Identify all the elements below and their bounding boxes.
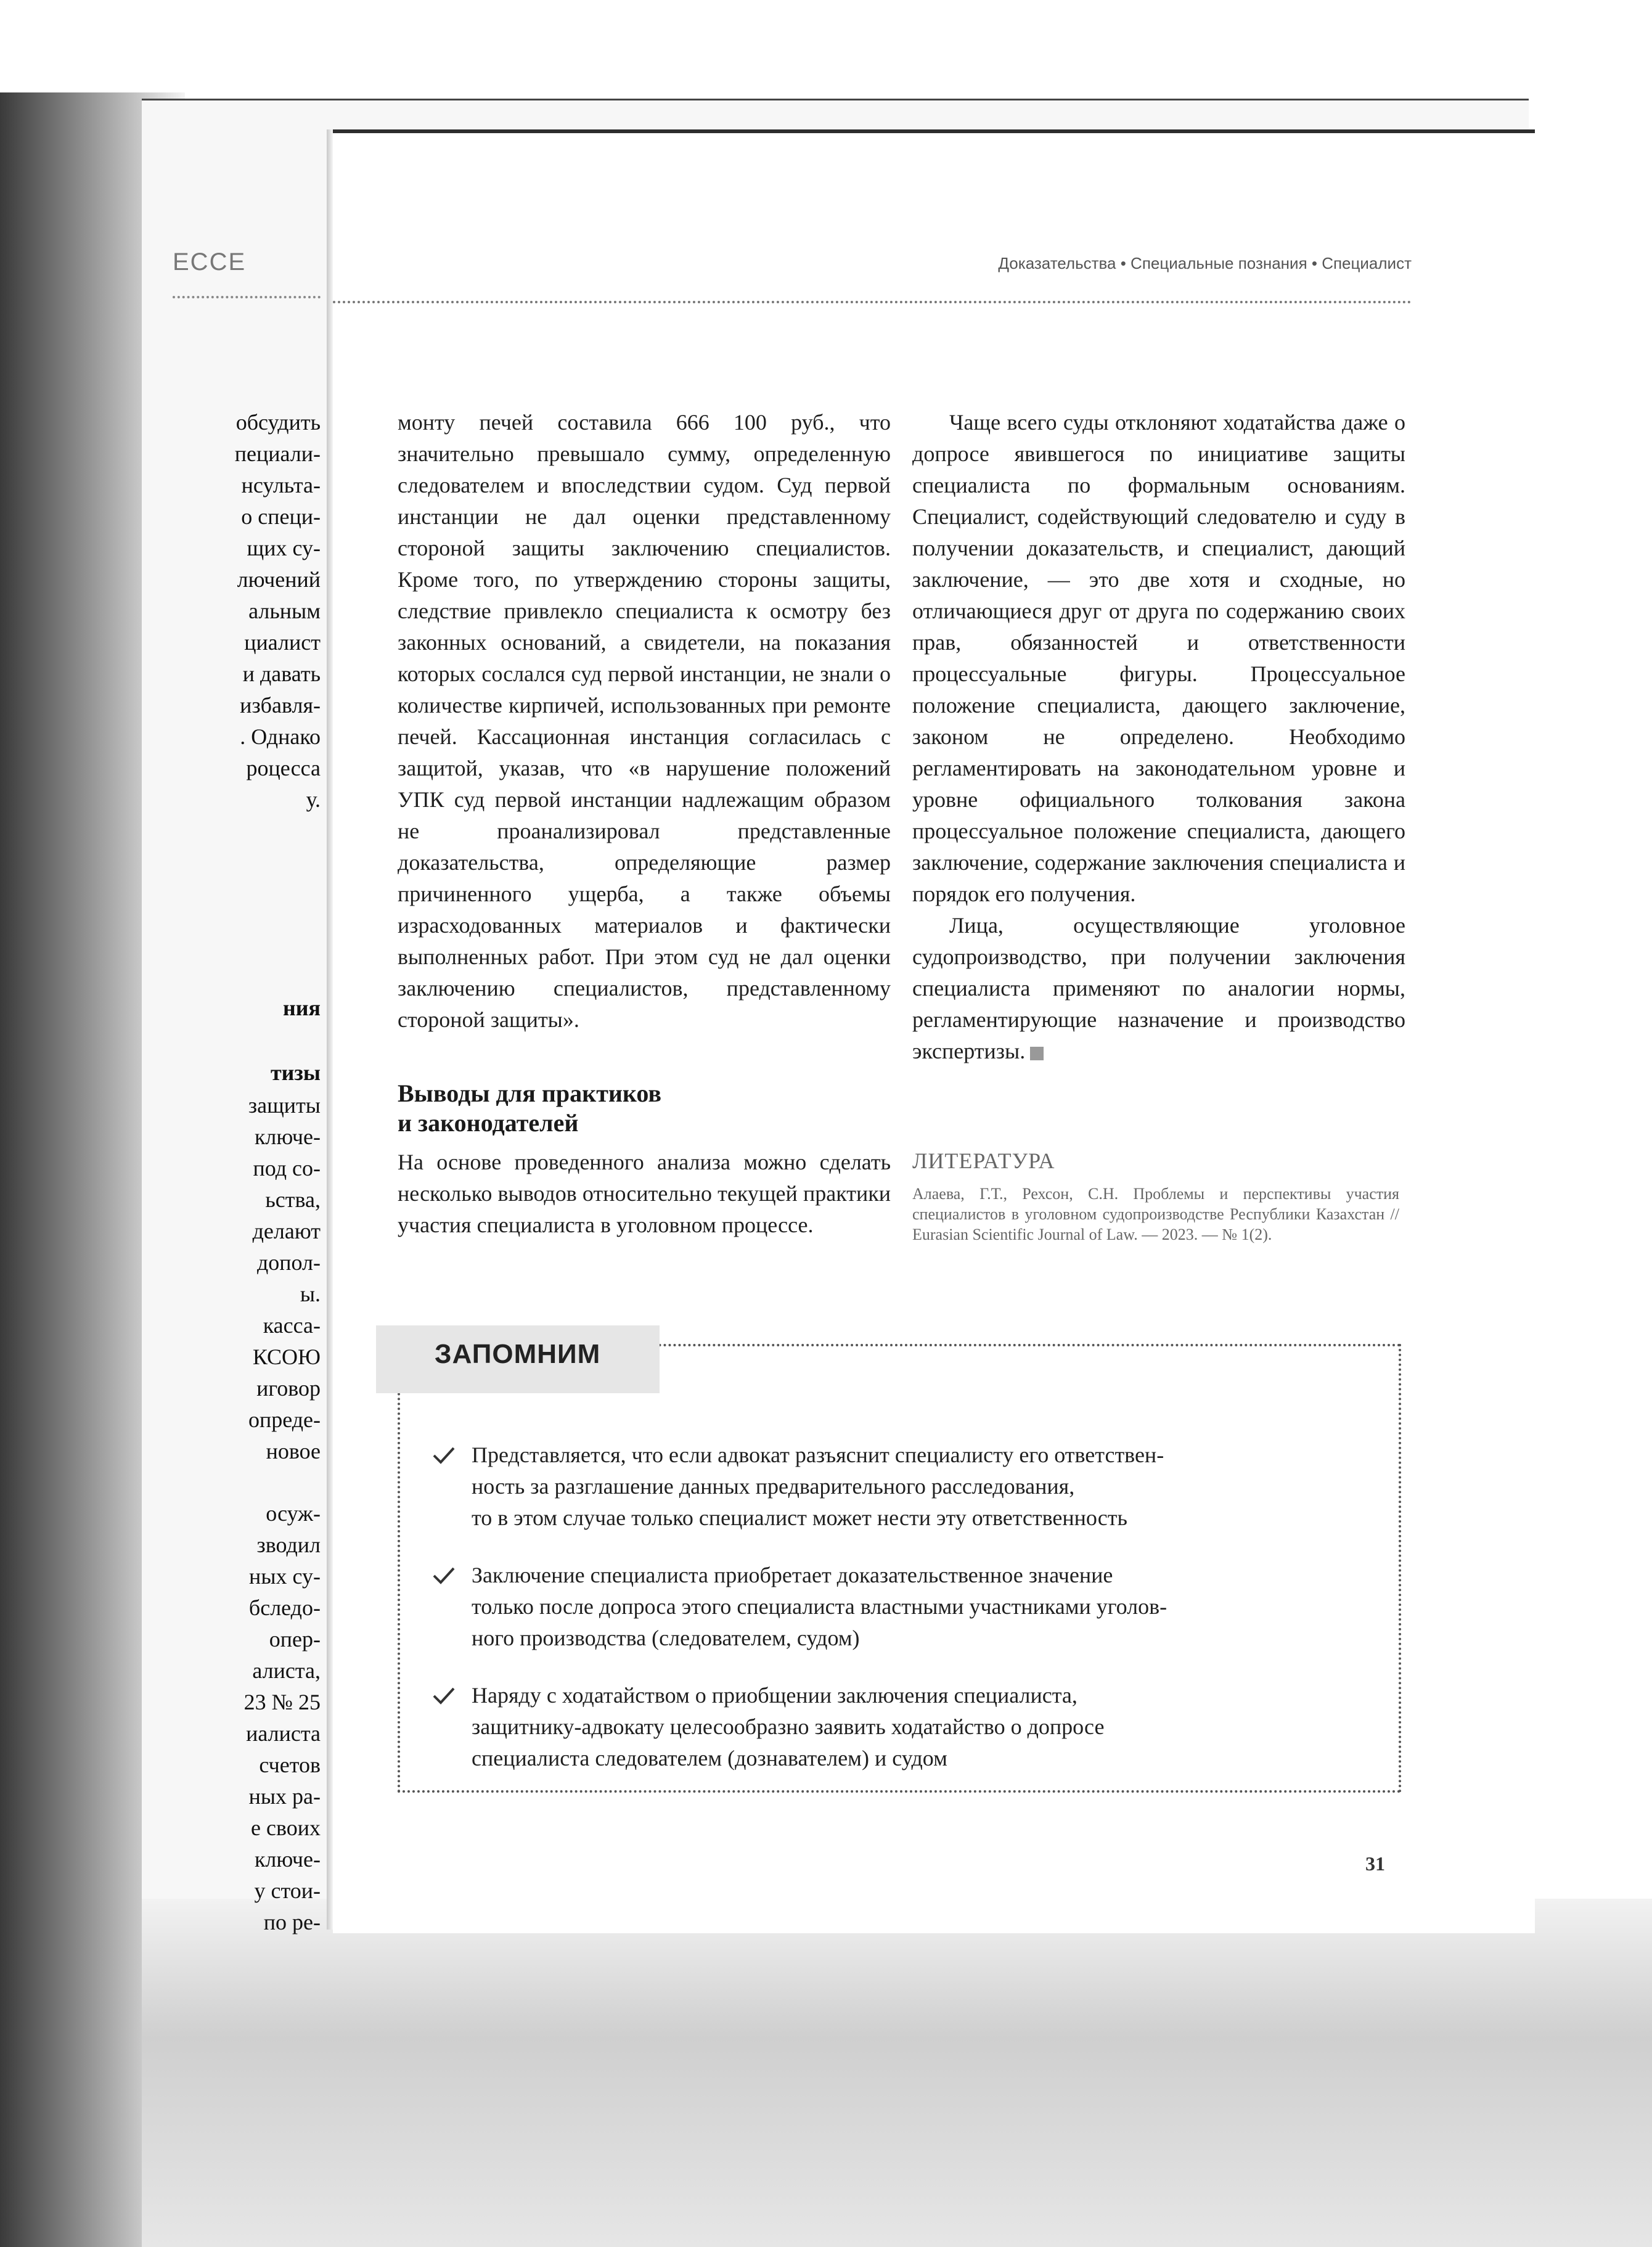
left-text-fragment-c: [173, 1498, 321, 1938]
end-mark-icon: [1030, 1047, 1044, 1060]
left-text-line: у стои-: [254, 1878, 321, 1903]
left-text-line: ы.: [300, 1282, 321, 1306]
literature-reference: Алаева, Г.Т., Рехсон, С.Н. Проблемы и перспективы участия специалистов в уголовном судопроизводстве Республики Казахстан // Eurasian Scientific Journal of Law. — 2023. — № 1(2).: [912, 1185, 1399, 1243]
left-text-fragment-a: [173, 407, 321, 816]
check-icon: [431, 1443, 456, 1468]
body-paragraph-right-1: Чаще всего суды отклоняют ходатайства даже о допросе явившегося по инициативе защиты специалиста по формальным основаниям. Специалист, содействующий следователю и суду в получении доказательств, и специалист, дающий заключение, — это две хотя и сходные, но отличающиеся друг от друга по содержанию своих прав, обязанностей и ответственности процессуальные фигуры. Процессуальное положение специалиста, дающего заключение, законом не определено. Необходимо регламентировать на законодательном уровне и уровне официального толкования закона процессуальное положение специалиста, дающего заключение, содержание заключения специалиста и порядок его получения.: [912, 410, 1405, 906]
body-paragraph: монту печей составила 666 100 руб., что значительно превышало сумму, определенную следователем и впоследствии судом. Суд первой инстанции не дал оценки представленному стороной защиты заключению специалистов. Кроме того, по утверждению стороны защиты, следствие привлекло специалиста к осмотру без законных оснований, а свидетели, на показания которых сослался суд первой инстанции, не знали о количестве кирпичей, использованных при ремонте печей. Кассационная инстанция согласилась с защитой, указав, что «в нарушение положений УПК суд первой инстанции надлежащим образом не проанализировал представленные доказательства, определяющие размер причиненного ущерба, а также объемы израсходованных материалов и фактически выполненных работ. При этом суд не дал оценки заключению специалистов, представленному стороной защиты».: [398, 410, 891, 1032]
remember-item: [431, 1560, 1368, 1654]
left-text-line: КСОЮ: [252, 1345, 321, 1369]
column-right: [912, 407, 1405, 1067]
running-head: Доказательства • Специальные познания • Специалист: [998, 254, 1412, 272]
left-text-line: допол-: [256, 1250, 321, 1275]
left-text-line: ключе-: [254, 1124, 321, 1149]
left-text-line: щих су-: [247, 536, 321, 560]
left-text-line: у.: [306, 787, 321, 812]
left-text-line: ных су-: [249, 1564, 321, 1589]
left-text-line: опреде-: [248, 1407, 321, 1432]
remember-item-line: Заключение специалиста приобретает доказательственное значение: [472, 1563, 1113, 1587]
remember-label: ЗАПОМНИМ: [435, 1339, 601, 1369]
left-text-line: иговор: [256, 1376, 321, 1401]
left-text-line: счетов: [259, 1753, 321, 1777]
left-text-line: нсульта-: [241, 473, 321, 497]
left-text-line: касса-: [263, 1313, 321, 1338]
left-text-line: ключе-: [254, 1847, 321, 1872]
left-text-line: обсудить: [235, 410, 321, 435]
remember-item-line: Наряду с ходатайством о приобщении заключения специалиста,: [472, 1683, 1077, 1708]
left-text-line: и давать: [242, 661, 321, 686]
remember-item-line: специалиста следователем (дознавателем) и судом: [472, 1746, 947, 1770]
remember-item-line: защитнику-адвокату целесообразно заявить ходатайство о допросе: [472, 1714, 1105, 1739]
left-text-line: алиста,: [252, 1658, 321, 1683]
left-text-line: . Однако: [240, 724, 321, 749]
left-text-line: новое: [266, 1439, 321, 1463]
remember-item-line: ного производства (следователем, судом): [472, 1626, 860, 1650]
left-text-fragment-b: [173, 1090, 321, 1467]
page-number: 31: [1365, 1852, 1385, 1875]
left-heading-fragment-b: тизы: [271, 1060, 321, 1085]
left-text-line: защиты: [248, 1093, 321, 1118]
paragraph-2-text: Лица, осуществляющие уголовное судопроизводство, при получении заключения специалиста применяют по аналогии нормы, регламентирующие назначение и производство экспертизы.: [912, 913, 1405, 1063]
left-running-head: ЕССЕ: [173, 248, 247, 276]
left-text-line: о специ-: [241, 504, 321, 529]
remember-item-line: ность за разглашение данных предварительного расследования,: [472, 1474, 1075, 1499]
left-text-line: роцесса: [246, 756, 321, 780]
left-text-line: под со-: [253, 1156, 321, 1181]
remember-item-line: то в этом случае только специалист может нести эту ответственность: [472, 1505, 1127, 1530]
left-text-line: е своих: [251, 1815, 321, 1840]
column-left: [398, 407, 891, 1036]
remember-item: [431, 1680, 1368, 1774]
scan-shadow-bottom: [142, 1899, 1652, 2247]
left-text-line: альным: [248, 599, 321, 623]
check-icon: [431, 1684, 456, 1708]
left-text-line: циалист: [244, 630, 321, 655]
left-head-rule: [173, 296, 321, 298]
left-text-line: 23 № 25: [243, 1690, 321, 1714]
head-rule: [333, 301, 1412, 303]
left-text-line: опер-: [269, 1627, 321, 1651]
left-text-line: делают: [252, 1219, 321, 1243]
left-text-line: ьства,: [265, 1187, 321, 1212]
left-text-line: зводил: [256, 1533, 321, 1557]
remember-item-line: только после допроса этого специалиста властными участниками уголов-: [472, 1594, 1167, 1619]
remember-item-line: Представляется, что если адвокат разъяснит специалисту его ответствен-: [472, 1443, 1164, 1467]
remember-item: [431, 1439, 1368, 1534]
check-icon: [431, 1563, 456, 1588]
literature-title: ЛИТЕРАТУРА: [912, 1148, 1055, 1173]
body-paragraph-right-2: [912, 910, 1405, 1067]
left-text-line: ных ра-: [248, 1784, 321, 1809]
left-text-line: бследо-: [248, 1595, 321, 1620]
section-heading: [398, 1079, 891, 1138]
left-heading-fragment-a: ния: [283, 996, 321, 1020]
page-fold: [327, 129, 333, 1930]
section-paragraph: На основе проведенного анализа можно сделать несколько выводов относительно текущей практики участия специалиста в уголовном процессе.: [398, 1150, 891, 1237]
left-text-line: осуж-: [266, 1501, 321, 1526]
section-heading-line-2: и законодателей: [398, 1109, 579, 1137]
left-text-line: избавля-: [240, 693, 321, 718]
left-text-line: по ре-: [263, 1910, 321, 1934]
section-heading-line-1: Выводы для практиков: [398, 1079, 662, 1107]
left-text-line: лючений: [237, 567, 321, 592]
left-text-line: пециали-: [234, 441, 321, 466]
left-text-line: иалиста: [246, 1721, 321, 1746]
left-page-fragment: [173, 129, 321, 1934]
